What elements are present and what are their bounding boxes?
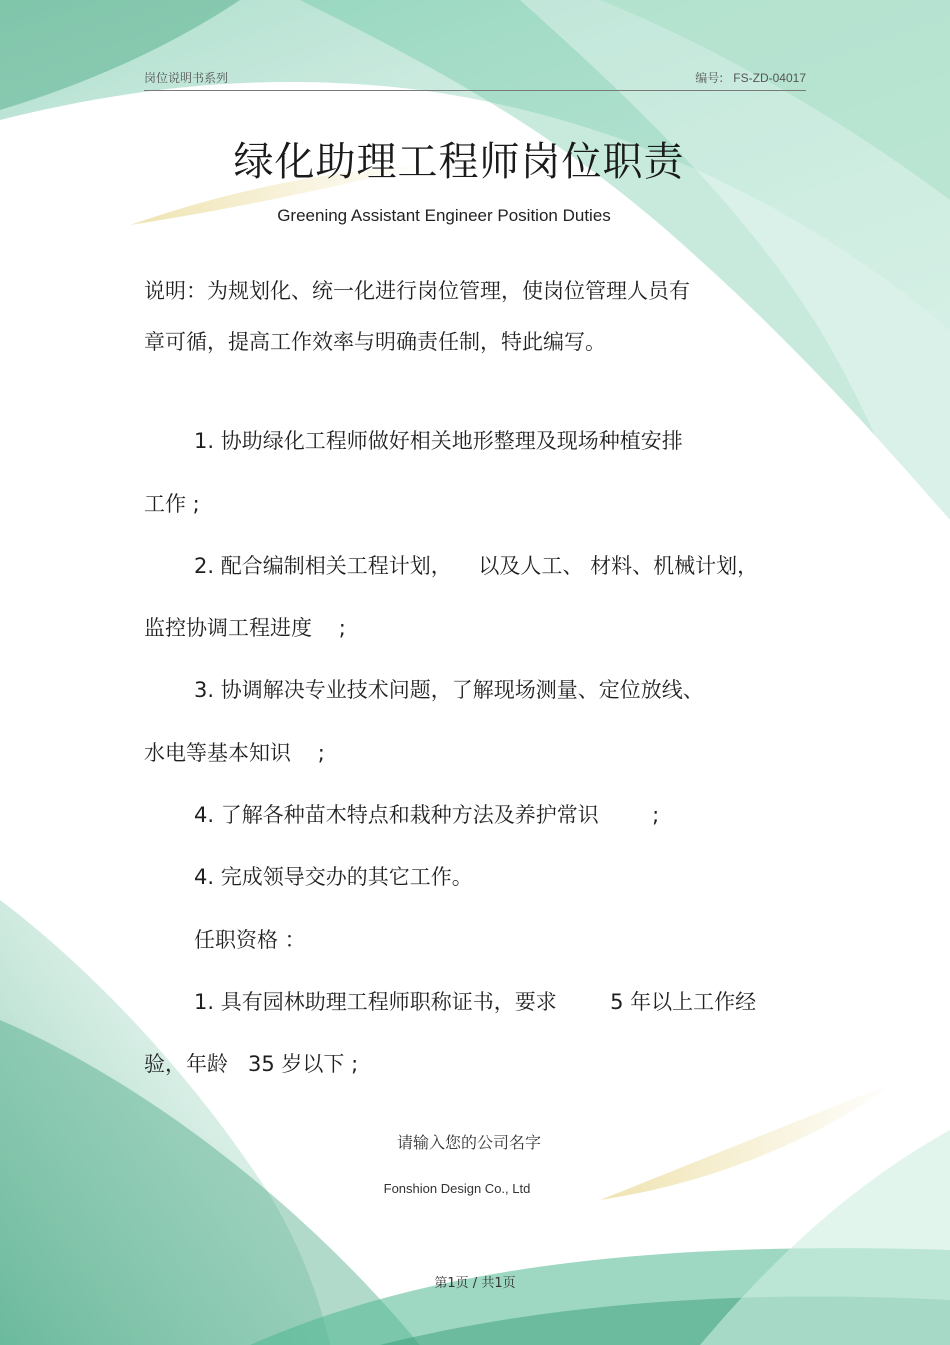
duty-line: 4. 了解各种苗木特点和栽种方法及养护常识 ; (194, 803, 660, 827)
duty-line: 1. 协助绿化工程师做好相关地形整理及现场种植安排 (194, 429, 683, 453)
duty-line: 2. 配合编制相关工程计划， 以及人工、 材料、机械计划， (194, 554, 759, 578)
duty-line: 水电等基本知识 ; (144, 741, 325, 765)
footer-company-name-cn: 请输入您的公司名字 (396, 1133, 541, 1152)
qualification-line: 1. 具有园林助理工程师职称证书，要求 5 年以上工作经 (194, 990, 757, 1014)
page-number: 第1页 / 共1页 (434, 1276, 516, 1291)
header-series-label: 岗位说明书系列 (144, 71, 229, 85)
footer-company-name-en: Fonshion Design Co., Ltd (383, 1181, 531, 1196)
qualification-line: 验，年龄 35 岁以下 ; (144, 1052, 359, 1076)
document-title: 绿化助理工程师岗位职责 (233, 139, 685, 185)
intro-line-2: 章可循，提高工作效率与明确责任制，特此编写。 (144, 330, 606, 354)
header-code-value: FS-ZD-04017 (733, 71, 806, 85)
header-divider (144, 90, 806, 91)
header-code-label: 编号: (695, 71, 724, 85)
intro-line-1: 说明：为规划化、统一化进行岗位管理，使岗位管理人员有 (144, 279, 690, 303)
duty-line: 4. 完成领导交办的其它工作。 (194, 865, 473, 889)
duty-line: 监控协调工程进度 ; (144, 616, 346, 640)
header-code (695, 69, 806, 86)
duty-line: 3. 协调解决专业技术问题，了解现场测量、定位放线、 (194, 678, 704, 702)
duty-line: 工作 ; (144, 492, 200, 516)
qualifications-heading: 任职资格 ： (194, 928, 306, 952)
document-subtitle-en: Greening Assistant Engineer Position Duties (277, 206, 611, 225)
